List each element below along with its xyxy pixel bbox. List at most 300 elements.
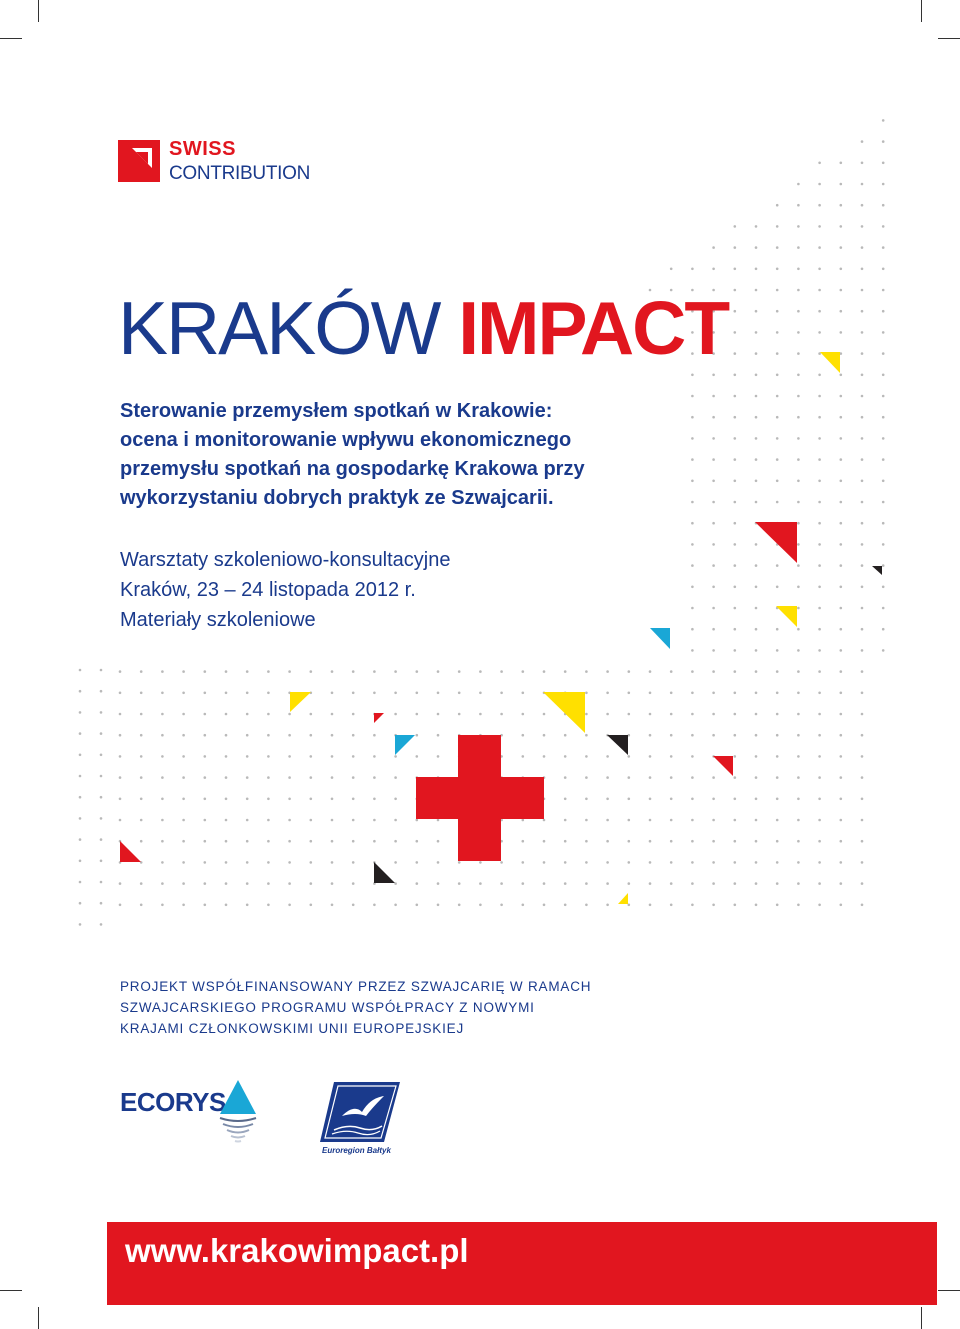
grid-dot — [310, 904, 313, 907]
grid-dot — [500, 692, 503, 695]
euroregion-baltyk-logo — [320, 1082, 402, 1156]
grid-dot — [204, 904, 207, 907]
grid-dot — [225, 819, 228, 822]
grid-dot — [331, 734, 334, 737]
grid-dot — [564, 861, 567, 864]
grid-dot — [267, 713, 270, 716]
grid-dot — [797, 225, 800, 228]
grid-dot — [818, 458, 821, 461]
grid-dot — [861, 776, 864, 779]
grid-dot — [182, 840, 185, 843]
grid-dot — [818, 522, 821, 525]
grid-dot — [119, 713, 122, 716]
grid-dot — [776, 734, 779, 737]
grid-dot — [606, 692, 609, 695]
grid-dot — [670, 819, 673, 822]
grid-dot — [712, 670, 715, 673]
grid-dot — [734, 861, 737, 864]
grid-dot — [712, 628, 715, 631]
grid-dot — [861, 840, 864, 843]
grid-dot — [712, 713, 715, 716]
grid-dot — [840, 395, 843, 398]
grid-dot — [479, 904, 482, 907]
grid-dot — [755, 437, 758, 440]
grid-dot — [818, 607, 821, 610]
triangle-shape — [374, 862, 395, 883]
grid-dot — [246, 798, 249, 801]
grid-dot — [861, 458, 864, 461]
grid-dot — [161, 840, 164, 843]
grid-dot — [840, 564, 843, 567]
grid-dot — [840, 246, 843, 249]
grid-dot — [522, 713, 525, 716]
grid-dot — [288, 713, 291, 716]
grid-dot — [840, 225, 843, 228]
grid-dot — [246, 904, 249, 907]
grid-dot — [691, 395, 694, 398]
grid-dot — [670, 840, 673, 843]
grid-dot — [712, 840, 715, 843]
grid-dot — [840, 204, 843, 207]
grid-dot — [100, 902, 103, 905]
grid-dot — [882, 480, 885, 483]
grid-dot — [691, 564, 694, 567]
grid-dot — [437, 882, 440, 885]
grid-dot — [861, 904, 864, 907]
grid-dot — [776, 798, 779, 801]
grid-dot — [861, 352, 864, 355]
grid-dot — [246, 819, 249, 822]
grid-dot — [840, 628, 843, 631]
grid-dot — [543, 904, 546, 907]
grid-dot — [882, 119, 885, 122]
grid-dot — [755, 692, 758, 695]
grid-dot — [840, 289, 843, 292]
grid-dot — [818, 501, 821, 504]
grid-dot — [882, 162, 885, 165]
grid-dot — [119, 734, 122, 737]
grid-dot — [310, 713, 313, 716]
grid-dot — [840, 904, 843, 907]
grid-dot — [437, 819, 440, 822]
grid-dot — [670, 268, 673, 271]
grid-dot — [797, 628, 800, 631]
grid-dot — [776, 437, 779, 440]
grid-dot — [691, 734, 694, 737]
grid-dot — [267, 776, 270, 779]
grid-dot — [288, 670, 291, 673]
grid-dot — [882, 268, 885, 271]
grid-dot — [861, 692, 864, 695]
grid-dot — [585, 819, 588, 822]
grid-dot — [818, 861, 821, 864]
grid-dot — [246, 861, 249, 864]
grid-dot — [416, 755, 419, 758]
grid-dot — [100, 881, 103, 884]
grid-dot — [373, 670, 376, 673]
grid-dot — [861, 798, 864, 801]
grid-dot — [140, 904, 143, 907]
grid-dot — [840, 734, 843, 737]
grid-dot — [246, 734, 249, 737]
triangle-shape — [650, 628, 670, 649]
grid-dot — [670, 798, 673, 801]
grid-dot — [500, 713, 503, 716]
triangle-shape — [820, 352, 840, 373]
grid-dot — [734, 755, 737, 758]
grid-dot — [331, 670, 334, 673]
note-line: PROJEKT WSPÓŁFINANSOWANY PRZEZ SZWAJCARIĘ W RAMACH — [120, 979, 592, 994]
grid-dot — [712, 564, 715, 567]
grid-dot — [373, 840, 376, 843]
grid-dot — [734, 776, 737, 779]
grid-dot — [712, 734, 715, 737]
grid-dot — [734, 670, 737, 673]
grid-dot — [691, 882, 694, 885]
grid-dot — [776, 204, 779, 207]
grid-dot — [352, 798, 355, 801]
grid-dot — [394, 904, 397, 907]
grid-dot — [755, 331, 758, 334]
grid-dot — [712, 798, 715, 801]
grid-dot — [182, 670, 185, 673]
grid-dot — [500, 882, 503, 885]
grid-dot — [755, 501, 758, 504]
grid-dot — [649, 776, 652, 779]
grid-dot — [797, 480, 800, 483]
grid-dot — [691, 501, 694, 504]
grid-dot — [479, 861, 482, 864]
grid-dot — [882, 310, 885, 313]
grid-dot — [331, 861, 334, 864]
grid-dot — [310, 861, 313, 864]
grid-dot — [649, 861, 652, 864]
grid-dot — [310, 798, 313, 801]
grid-dot — [797, 798, 800, 801]
grid-dot — [606, 904, 609, 907]
grid-dot — [585, 776, 588, 779]
cross-horizontal — [416, 777, 544, 819]
grid-dot — [776, 352, 779, 355]
grid-dot — [734, 416, 737, 419]
grid-dot — [394, 819, 397, 822]
grid-dot — [79, 669, 82, 672]
grid-dot — [79, 690, 82, 693]
grid-dot — [755, 480, 758, 483]
grid-dot — [204, 798, 207, 801]
grid-dot — [246, 882, 249, 885]
grid-dot — [628, 798, 631, 801]
grid-dot — [246, 713, 249, 716]
grid-dot — [734, 501, 737, 504]
grid-dot — [882, 225, 885, 228]
event-materials: Materiały szkoleniowe — [120, 609, 316, 631]
grid-dot — [797, 437, 800, 440]
grid-dot — [755, 734, 758, 737]
title-light: KRAKÓW — [118, 286, 440, 370]
grid-dot — [734, 480, 737, 483]
website-link[interactable]: www.krakowimpact.pl — [125, 1232, 469, 1269]
grid-dot — [712, 861, 715, 864]
grid-dot — [840, 713, 843, 716]
grid-dot — [882, 564, 885, 567]
grid-dot — [119, 904, 122, 907]
grid-dot — [861, 268, 864, 271]
grid-dot — [140, 840, 143, 843]
grid-dot — [628, 840, 631, 843]
grid-dot — [119, 670, 122, 673]
grid-dot — [204, 692, 207, 695]
grid-dot — [797, 713, 800, 716]
grid-dot — [818, 649, 821, 652]
note-line: SZWAJCARSKIEGO PROGRAMU WSPÓŁPRACY Z NOWYMI — [120, 1000, 535, 1015]
grid-dot — [100, 860, 103, 863]
grid-dot — [755, 586, 758, 589]
grid-dot — [437, 861, 440, 864]
grid-dot — [182, 819, 185, 822]
grid-dot — [818, 840, 821, 843]
grid-dot — [734, 840, 737, 843]
grid-dot — [882, 458, 885, 461]
grid-dot — [882, 522, 885, 525]
grid-dot — [79, 860, 82, 863]
grid-dot — [225, 692, 228, 695]
grid-dot — [734, 522, 737, 525]
grid-dot — [797, 755, 800, 758]
grid-dot — [204, 840, 207, 843]
grid-dot — [712, 904, 715, 907]
grid-dot — [882, 352, 885, 355]
grid-dot — [776, 904, 779, 907]
grid-dot — [734, 564, 737, 567]
grid-dot — [840, 692, 843, 695]
grid-dot — [861, 522, 864, 525]
grid-dot — [161, 670, 164, 673]
grid-dot — [861, 416, 864, 419]
grid-dot — [797, 776, 800, 779]
grid-dot — [628, 776, 631, 779]
triangle-shape — [776, 606, 797, 627]
grid-dot — [331, 819, 334, 822]
grid-dot — [797, 522, 800, 525]
grid-dot — [776, 586, 779, 589]
grid-dot — [416, 819, 419, 822]
grid-dot — [585, 861, 588, 864]
ecorys-logo-text: ECORYS — [120, 1087, 226, 1117]
grid-dot — [140, 734, 143, 737]
grid-dot — [585, 798, 588, 801]
grid-dot — [352, 776, 355, 779]
grid-dot — [734, 437, 737, 440]
grid-dot — [755, 225, 758, 228]
grid-dot — [373, 776, 376, 779]
grid-dot — [182, 861, 185, 864]
grid-dot — [670, 882, 673, 885]
grid-dot — [861, 140, 864, 143]
grid-dot — [797, 331, 800, 334]
grid-dot — [606, 713, 609, 716]
page-title — [118, 288, 728, 368]
grid-dot — [818, 543, 821, 546]
grid-dot — [712, 776, 715, 779]
grid-dot — [585, 904, 588, 907]
grid-dot — [776, 458, 779, 461]
grid-dot — [776, 331, 779, 334]
grid-dot — [310, 734, 313, 737]
grid-dot — [755, 882, 758, 885]
grid-dot — [882, 204, 885, 207]
grid-dot — [437, 670, 440, 673]
grid-dot — [691, 480, 694, 483]
grid-dot — [861, 246, 864, 249]
grid-dot — [818, 628, 821, 631]
grid-dot — [649, 819, 652, 822]
grid-dot — [755, 904, 758, 907]
grid-dot — [712, 246, 715, 249]
grid-dot — [564, 840, 567, 843]
grid-dot — [882, 246, 885, 249]
grid-dot — [394, 882, 397, 885]
grid-dot — [225, 882, 228, 885]
grid-dot — [628, 861, 631, 864]
grid-dot — [755, 861, 758, 864]
grid-dot — [840, 543, 843, 546]
grid-dot — [840, 310, 843, 313]
grid-dot — [310, 819, 313, 822]
grid-dot — [288, 882, 291, 885]
grid-dot — [204, 819, 207, 822]
grid-dot — [861, 628, 864, 631]
grid-dot — [840, 374, 843, 377]
grid-dot — [267, 734, 270, 737]
grid-dot — [267, 882, 270, 885]
grid-dot — [394, 798, 397, 801]
grid-dot — [818, 204, 821, 207]
swiss-flag-logo-mark — [118, 140, 160, 182]
grid-dot — [543, 819, 546, 822]
grid-dot — [712, 480, 715, 483]
grid-dot — [606, 861, 609, 864]
grid-dot — [755, 798, 758, 801]
grid-dot — [267, 861, 270, 864]
grid-dot — [776, 289, 779, 292]
grid-dot — [140, 882, 143, 885]
grid-dot — [691, 628, 694, 631]
grid-dot — [861, 225, 864, 228]
grid-dot — [840, 162, 843, 165]
grid-dot — [755, 268, 758, 271]
grid-dot — [585, 670, 588, 673]
grid-dot — [818, 289, 821, 292]
grid-dot — [288, 819, 291, 822]
grid-dot — [797, 819, 800, 822]
grid-dot — [797, 352, 800, 355]
grid-dot — [204, 776, 207, 779]
grid-dot — [564, 819, 567, 822]
grid-dot — [776, 501, 779, 504]
grid-dot — [416, 840, 419, 843]
grid-dot — [797, 458, 800, 461]
grid-dot — [564, 798, 567, 801]
grid-dot — [352, 819, 355, 822]
grid-dot — [288, 734, 291, 737]
grid-dot — [670, 713, 673, 716]
grid-dot — [712, 649, 715, 652]
grid-dot — [734, 374, 737, 377]
grid-dot — [522, 861, 525, 864]
grid-dot — [776, 882, 779, 885]
grid-dot — [458, 670, 461, 673]
grid-dot — [522, 840, 525, 843]
grid-dot — [797, 734, 800, 737]
grid-dot — [734, 246, 737, 249]
grid-dot — [882, 183, 885, 186]
grid-dot — [691, 607, 694, 610]
grid-dot — [670, 692, 673, 695]
grid-dot — [861, 374, 864, 377]
grid-dot — [352, 670, 355, 673]
grid-dot — [140, 776, 143, 779]
triangle-shape — [543, 692, 585, 733]
grid-dot — [310, 882, 313, 885]
grid-dot — [882, 586, 885, 589]
event-date: Kraków, 23 – 24 listopada 2012 r. — [120, 579, 416, 601]
grid-dot — [712, 586, 715, 589]
grid-dot — [543, 713, 546, 716]
grid-dot — [882, 331, 885, 334]
grid-dot — [225, 713, 228, 716]
grid-dot — [818, 183, 821, 186]
grid-dot — [755, 416, 758, 419]
grid-dot — [522, 734, 525, 737]
grid-dot — [628, 692, 631, 695]
grid-dot — [267, 692, 270, 695]
grid-dot — [691, 586, 694, 589]
grid-dot — [288, 904, 291, 907]
grid-dot — [500, 861, 503, 864]
grid-dot — [861, 543, 864, 546]
grid-dot — [564, 904, 567, 907]
grid-dot — [394, 755, 397, 758]
grid-dot — [606, 670, 609, 673]
grid-dot — [776, 755, 779, 758]
grid-dot — [755, 607, 758, 610]
grid-dot — [755, 649, 758, 652]
grid-dot — [712, 543, 715, 546]
grid-dot — [797, 670, 800, 673]
grid-dot — [437, 713, 440, 716]
grid-dot — [861, 564, 864, 567]
grid-dot — [691, 416, 694, 419]
grid-dot — [734, 352, 737, 355]
grid-dot — [882, 543, 885, 546]
grid-dot — [840, 607, 843, 610]
grid-dot — [797, 246, 800, 249]
grid-dot — [352, 904, 355, 907]
grid-dot — [734, 713, 737, 716]
triangle-shape — [290, 692, 311, 712]
grid-dot — [288, 776, 291, 779]
grid-dot — [394, 861, 397, 864]
grid-dot — [734, 882, 737, 885]
grid-dot — [797, 882, 800, 885]
grid-dot — [776, 819, 779, 822]
grid-dot — [818, 755, 821, 758]
grid-dot — [776, 840, 779, 843]
grid-dot — [818, 734, 821, 737]
triangle-shape — [374, 713, 384, 723]
grid-dot — [861, 734, 864, 737]
